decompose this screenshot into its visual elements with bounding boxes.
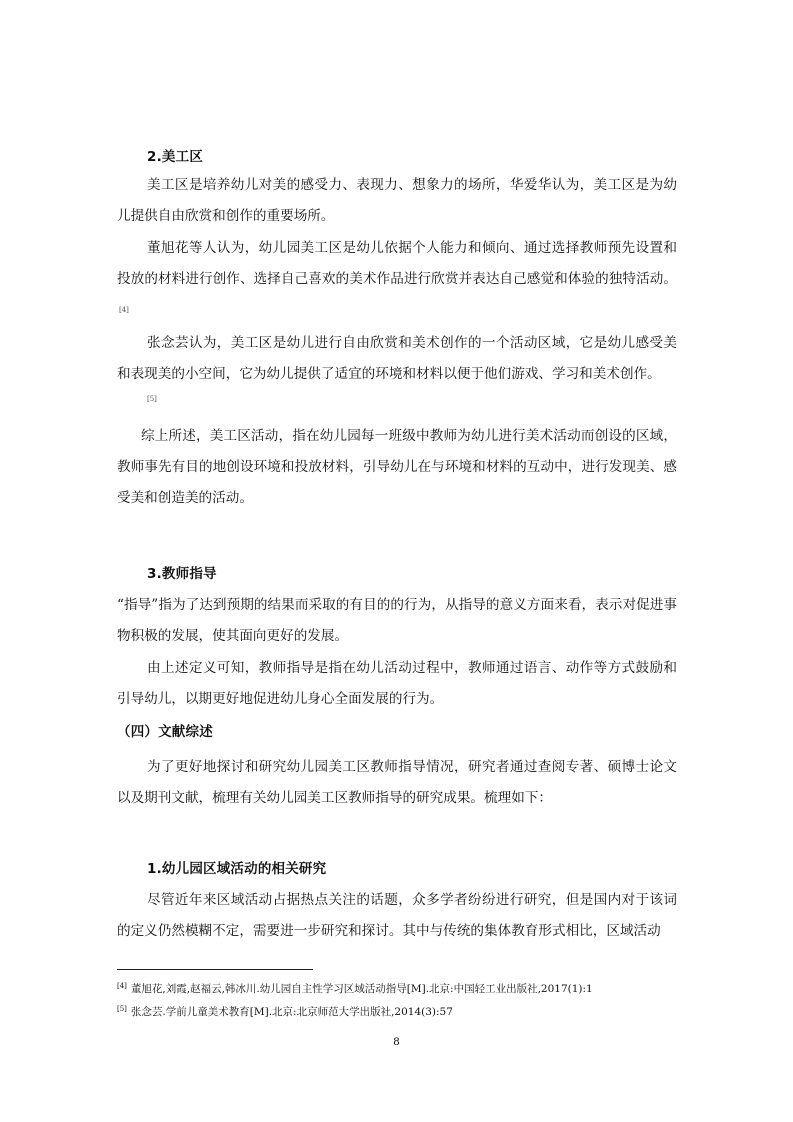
paragraph-meigong-1: 美工区是培养幼儿对美的感受力、表现力、想象力的场所，华爱华认为，美工区是为幼儿提供自由欣赏和创作的重要场所。: [117, 177, 677, 224]
citation-ref-5: [5]: [147, 395, 157, 403]
paragraph-meigong-2: [117, 233, 677, 329]
paragraph-teacher-1: “指导”指为了达到预期的结果而采取的有目的的行为，从指导的意义方面来看，表示对促进事物积极的发展，使其面向更好的发展。: [117, 597, 677, 644]
paragraph-meigong-2-text: 董旭花等人认为，幼儿园美工区是幼儿依据个人能力和倾向、通过选择教师预先设置和投放的材料进行创作、选择自己喜欢的美术作品进行欣赏并表达自己感觉和体验的独特活动。: [117, 240, 677, 287]
heading-area: 1.幼儿园区域活动的相关研究: [147, 861, 327, 877]
paragraph-review-1: 为了更好地探讨和研究幼儿园美工区教师指导情况，研究者通过查阅专著、硕博士论文以及期刊文献，梳理有关幼儿园美工区教师指导的研究成果。梳理如下：: [117, 759, 677, 806]
footnote-5-mark: [5]: [117, 1005, 127, 1013]
heading-teacher: 3.教师指导: [147, 566, 217, 582]
footnote-divider: [117, 969, 313, 970]
paragraph-meigong-3-text: 张念芸认为，美工区是幼儿进行自由欣赏和美术创作的一个活动区域，它是幼儿感受美和表现美的小空间，它为幼儿提供了适宜的环境和材料以便于他们游戏、学习和美术创作。: [117, 335, 677, 382]
page-number: 8: [393, 1036, 400, 1048]
heading-review: （四）文献综述: [117, 724, 213, 740]
citation-ref-4: [4]: [119, 306, 129, 314]
paragraph-meigong-3: [117, 328, 677, 404]
paragraph-area-1: 尽管近年来区域活动占据热点关注的话题，众多学者纷纷进行研究，但是国内对于该词的定义仍然模糊不定，需要进一步研究和探讨。其中与传统的集体教育形式相比，区域活动: [117, 892, 677, 939]
footnote-4: [117, 979, 697, 996]
footnote-5: [117, 1002, 697, 1019]
footnote-5-text: 张念芸.学前儿童美术教育[M].北京:北京师范大学出版社,2014(3):57: [130, 1006, 453, 1018]
footnote-4-mark: [4]: [117, 982, 127, 990]
paragraph-teacher-2: 由上述定义可知，教师指导是指在幼儿活动过程中，教师通过语言、动作等方式鼓励和引导幼儿，以期更好地促进幼儿身心全面发展的行为。: [117, 660, 677, 707]
footnote-4-text: 董旭花,刘霞,赵福云,韩冰川.幼儿园自主性学习区域活动指导[M].北京:中国轻工业出版社,2017(1):1: [130, 983, 593, 995]
paragraph-meigong-4: 综上所述，美工区活动，指在幼儿园每一班级中教师为幼儿进行美术活动而创设的区域，教师事先有目的地创设环境和投放材料，引导幼儿在与环境和材料的互动中，进行发现美、感受美和创造美的活动。: [117, 428, 677, 506]
heading-meigong: 2.美工区: [147, 149, 204, 165]
